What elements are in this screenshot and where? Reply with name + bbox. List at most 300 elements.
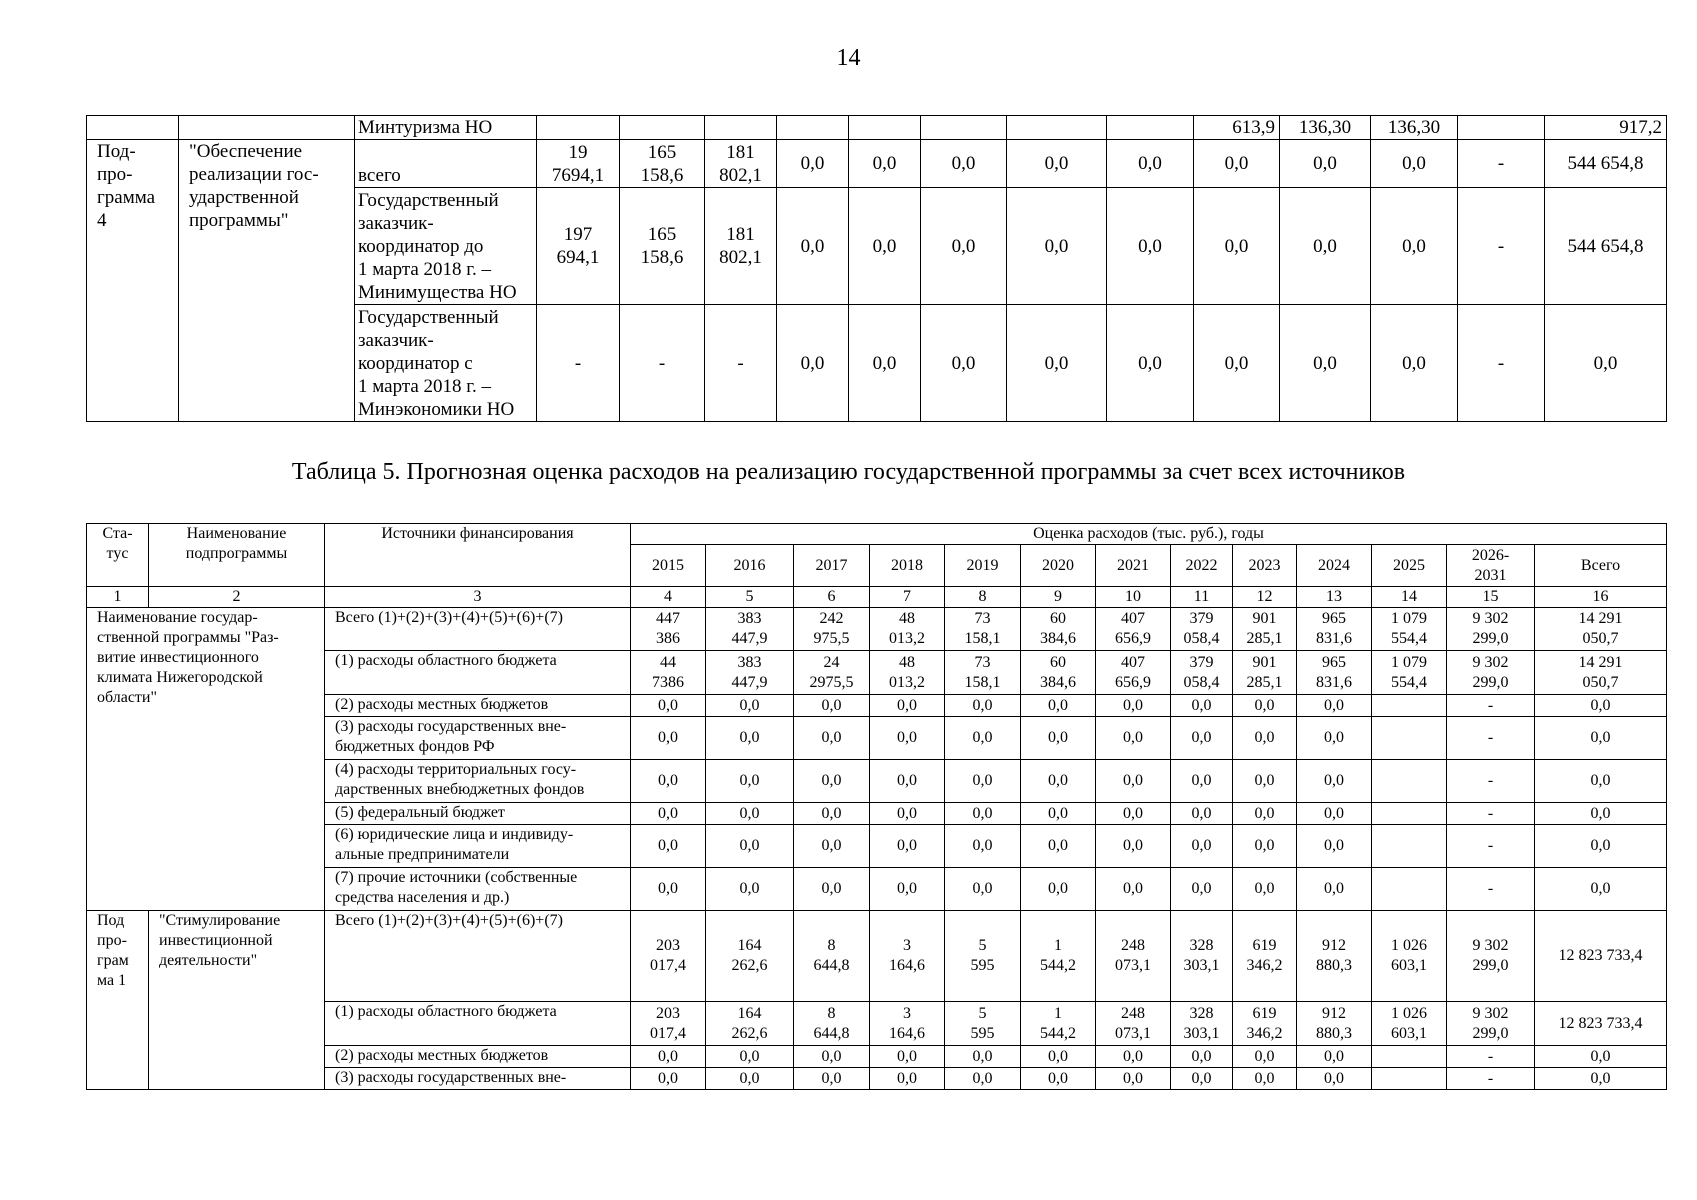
- source-cell: [355, 140, 537, 188]
- text-line: 0,0: [951, 235, 976, 257]
- text-line: Государственный: [358, 189, 499, 211]
- text-line: 164: [737, 937, 762, 954]
- value-cell: [1297, 803, 1372, 825]
- text-line: 0,0: [1191, 880, 1212, 897]
- text-line: 912: [1322, 1004, 1346, 1022]
- value-cell: [870, 695, 945, 717]
- value-cell: [1171, 1002, 1233, 1046]
- text-line: 0,0: [1590, 804, 1611, 822]
- text-line: (7) прочие источники (собственные: [335, 869, 578, 886]
- text-line: 0,0: [1048, 729, 1068, 746]
- text-line: 0,0: [739, 1047, 760, 1065]
- value-cell: [945, 1046, 1021, 1068]
- value-cell: [1447, 803, 1535, 825]
- text-line: 328: [1189, 1004, 1214, 1022]
- text-line: 3: [903, 1004, 911, 1022]
- value-cell: [631, 1002, 706, 1046]
- text-line: 975,5: [813, 630, 850, 647]
- value-cell: [1171, 911, 1233, 1002]
- text-line: 0,0: [1123, 1069, 1143, 1087]
- value-cell: [794, 717, 870, 760]
- text-line: 0,0: [1048, 804, 1068, 822]
- text-line: 0,0: [1138, 352, 1162, 374]
- source-cell: [325, 803, 631, 825]
- value-cell: [1021, 803, 1096, 825]
- text-line: 0,0: [1048, 772, 1068, 789]
- text-line: 050,7: [1582, 673, 1619, 691]
- text-line: 0,0: [1191, 837, 1212, 854]
- text-line: 158,1: [964, 630, 1001, 647]
- text-line: 0,0: [1224, 352, 1249, 374]
- value-cell: [945, 695, 1021, 717]
- value-cell: [1535, 911, 1667, 1002]
- text-line: (5) федеральный бюджет: [335, 804, 505, 821]
- value-cell: [1107, 188, 1194, 305]
- value-cell: [945, 760, 1021, 803]
- subprogram-name-cell: [149, 911, 325, 1090]
- text-line: 384,6: [1040, 630, 1076, 647]
- value-cell: [945, 803, 1021, 825]
- value-cell: [1021, 825, 1096, 868]
- text-line: 1: [1054, 937, 1062, 954]
- text-line: 0,0: [1123, 880, 1143, 897]
- value-cell: 136,30: [1280, 116, 1371, 140]
- program-name-cell: [87, 608, 325, 911]
- text-line: заказчик-: [358, 212, 434, 234]
- value-cell: [1171, 651, 1233, 695]
- text-line: 603,1: [1391, 957, 1427, 974]
- value-cell: [1171, 1046, 1233, 1068]
- value-cell: [1372, 695, 1447, 717]
- text-line: 0,0: [821, 729, 842, 746]
- value-cell: [1372, 651, 1447, 695]
- value-cell: [1297, 911, 1372, 1002]
- text-line: 0,0: [739, 1069, 760, 1087]
- value-cell: [870, 1002, 945, 1046]
- table-row: [87, 140, 1667, 188]
- value-cell: [1297, 1002, 1372, 1046]
- text-line: 299,0: [1472, 630, 1509, 647]
- text-line: про-: [97, 932, 127, 949]
- table-5-caption: Таблица 5. Прогнозная оценка расходов на реализацию государственной программы за счет всех источников: [291, 459, 1406, 485]
- column-number-cell: 10: [1096, 587, 1171, 608]
- value-cell: [1096, 868, 1171, 911]
- text-line: 1 026: [1391, 937, 1427, 954]
- text-line: 384,6: [1040, 673, 1076, 691]
- value-cell: [537, 305, 620, 422]
- column-number-cell: 14: [1372, 587, 1447, 608]
- value-cell: [1447, 760, 1535, 803]
- text-line: заказчик-: [358, 329, 434, 351]
- text-line: 0,0: [1324, 1069, 1344, 1087]
- text-line: координатор с: [358, 352, 473, 374]
- value-cell: [1096, 825, 1171, 868]
- value-cell: 613,9: [1194, 116, 1280, 140]
- text-line: 544 654,8: [1567, 153, 1644, 174]
- text-line: 0,0: [821, 804, 842, 822]
- value-cell: [1458, 188, 1545, 305]
- value-cell: [1107, 305, 1194, 422]
- text-line: 058,4: [1183, 630, 1220, 647]
- value-cell: [794, 803, 870, 825]
- column-number-cell: 2: [149, 587, 325, 608]
- value-cell: [1297, 608, 1372, 651]
- value-cell: [1545, 188, 1667, 305]
- text-line: 9 302: [1472, 653, 1509, 671]
- text-line: 2031: [1474, 566, 1507, 584]
- text-line: 656,9: [1115, 673, 1151, 691]
- column-number-cell: 16: [1535, 587, 1667, 608]
- text-line: 0,0: [951, 153, 976, 174]
- text-line: 0,0: [1593, 352, 1618, 374]
- value-cell: [921, 116, 1007, 140]
- text-line: 0,0: [658, 729, 678, 746]
- text-line: 0,0: [972, 1047, 993, 1065]
- value-cell: [945, 868, 1021, 911]
- value-cell: [1535, 1046, 1667, 1068]
- text-line: 831,6: [1316, 673, 1352, 691]
- source-cell: [325, 695, 631, 717]
- column-number-cell: 7: [870, 587, 945, 608]
- value-cell: [1535, 695, 1667, 717]
- header-year-cell: [631, 545, 706, 587]
- text-line: (4) расходы территориальных госу-: [335, 761, 577, 778]
- text-line: 0,0: [1224, 153, 1249, 174]
- text-line: 0,0: [1191, 729, 1212, 746]
- column-number-cell: 9: [1021, 587, 1096, 608]
- value-cell: [706, 1046, 794, 1068]
- text-line: 203: [656, 937, 680, 954]
- text-line: 407: [1121, 610, 1145, 627]
- text-line: -: [1487, 837, 1494, 854]
- value-cell: [945, 651, 1021, 695]
- value-cell: [706, 1068, 794, 1090]
- text-line: 0,0: [658, 880, 678, 897]
- text-line: 379: [1189, 653, 1214, 671]
- text-line: 0,0: [658, 1047, 678, 1065]
- text-line: 407: [1121, 653, 1145, 671]
- text-line: 48: [899, 610, 915, 627]
- value-cell: [921, 305, 1007, 422]
- value-cell: [777, 116, 849, 140]
- value-cell: [1372, 803, 1447, 825]
- value-cell: [945, 911, 1021, 1002]
- value-cell: [1233, 1002, 1297, 1046]
- value-cell: [794, 868, 870, 911]
- text-line: 0,0: [897, 804, 917, 822]
- value-cell: [706, 868, 794, 911]
- value-cell: [706, 608, 794, 651]
- text-line: 0,0: [1048, 696, 1068, 714]
- text-line: -: [737, 352, 744, 374]
- text-line: координатор до: [358, 235, 484, 257]
- value-cell: [1372, 825, 1447, 868]
- text-line: 164,6: [889, 957, 925, 974]
- text-line: 0,0: [872, 153, 897, 174]
- text-line: 073,1: [1115, 957, 1151, 974]
- text-line: 0,0: [1313, 352, 1337, 374]
- value-cell: [1021, 868, 1096, 911]
- text-line: 164,6: [889, 1024, 925, 1042]
- value-cell: [1171, 1068, 1233, 1090]
- text-line: (3) расходы государственных вне-: [335, 1069, 567, 1086]
- value-cell: [1280, 188, 1371, 305]
- value-cell: [794, 760, 870, 803]
- text-line: 017,4: [650, 957, 686, 974]
- text-line: 9 302: [1472, 1004, 1509, 1022]
- value-cell: [631, 695, 706, 717]
- value-cell: [1096, 695, 1171, 717]
- text-line: (1) расходы областного бюджета: [335, 652, 557, 669]
- value-cell: [620, 188, 705, 305]
- text-line: 0,0: [658, 804, 678, 822]
- text-line: 0,0: [897, 696, 917, 714]
- value-cell: [706, 651, 794, 695]
- value-cell: [1297, 760, 1372, 803]
- text-line: 12 823 733,4: [1558, 1014, 1643, 1032]
- value-cell: [1096, 760, 1171, 803]
- text-line: 0,0: [821, 696, 842, 714]
- text-line: 346,2: [1246, 1024, 1283, 1042]
- text-line: 880,3: [1316, 1024, 1352, 1042]
- value-cell: [631, 868, 706, 911]
- text-line: 0,0: [739, 837, 760, 854]
- text-line: 181: [726, 141, 755, 163]
- text-line: 447,9: [731, 673, 768, 691]
- value-cell: [1297, 825, 1372, 868]
- text-line: Всего (1)+(2)+(3)+(4)+(5)+(6)+(7): [335, 609, 563, 626]
- text-line: 0,0: [800, 352, 825, 374]
- value-cell: [1096, 651, 1171, 695]
- text-line: -: [1487, 772, 1494, 789]
- text-line: 0,0: [972, 729, 993, 746]
- value-cell: [1171, 760, 1233, 803]
- value-cell: [1535, 1002, 1667, 1046]
- text-line: 9 302: [1472, 610, 1509, 627]
- value-cell: [1447, 1046, 1535, 1068]
- text-line: 603,1: [1391, 1024, 1427, 1042]
- value-cell: [620, 116, 705, 140]
- text-line: 181: [726, 224, 755, 245]
- value-cell: [1447, 868, 1535, 911]
- value-cell: [706, 695, 794, 717]
- value-cell: [870, 825, 945, 868]
- text-line: 1 079: [1391, 610, 1427, 627]
- source-cell: [325, 760, 631, 803]
- text-line: Под: [97, 912, 125, 929]
- text-line: 595: [970, 1024, 995, 1042]
- text-line: 0,0: [1590, 837, 1611, 854]
- text-line: 248: [1121, 937, 1145, 954]
- value-cell: [620, 305, 705, 422]
- source-cell: [325, 1046, 631, 1068]
- value-cell: [1280, 305, 1371, 422]
- text-line: 386: [656, 630, 680, 647]
- text-line: 0,0: [1402, 153, 1426, 174]
- text-line: грамма: [97, 187, 156, 208]
- text-line: 3: [903, 937, 911, 954]
- text-line: 0,0: [1123, 837, 1143, 854]
- value-cell: [1297, 868, 1372, 911]
- value-cell: [706, 803, 794, 825]
- text-line: программы": [189, 210, 289, 231]
- source-cell: [325, 1002, 631, 1046]
- value-cell: [705, 116, 777, 140]
- text-line: 544,2: [1040, 957, 1076, 974]
- value-cell: [1535, 760, 1667, 803]
- text-line: деятельности": [159, 952, 258, 969]
- text-line: 60: [1050, 610, 1066, 627]
- text-line: 0,0: [972, 837, 993, 854]
- text-line: 050,7: [1582, 630, 1619, 647]
- value-cell: [849, 116, 921, 140]
- value-cell: [1535, 1068, 1667, 1090]
- value-cell: [1297, 651, 1372, 695]
- value-cell: [537, 188, 620, 305]
- text-line: 0,0: [1254, 804, 1275, 822]
- value-cell: [537, 116, 620, 140]
- value-cell: [1007, 188, 1107, 305]
- text-line: 5: [978, 1004, 987, 1022]
- text-line: 8: [827, 1004, 836, 1022]
- value-cell: [1545, 305, 1667, 422]
- text-line: 0,0: [658, 772, 678, 789]
- header-year-cell: [1233, 545, 1297, 587]
- text-line: 0,0: [1324, 729, 1344, 746]
- subprogram-name-cell: [179, 140, 355, 422]
- value-cell: [631, 1068, 706, 1090]
- value-cell: [1297, 717, 1372, 760]
- value-cell: [945, 1002, 1021, 1046]
- text-line: 0,0: [1191, 1047, 1212, 1065]
- text-line: 2024: [1318, 556, 1350, 574]
- text-line: 0,0: [897, 837, 917, 854]
- value-cell: [1535, 825, 1667, 868]
- text-line: 14 291: [1578, 610, 1623, 627]
- text-line: 60: [1050, 653, 1066, 671]
- text-line: 1 079: [1391, 653, 1427, 671]
- text-line: 242: [819, 610, 844, 627]
- text-line: -: [658, 352, 666, 374]
- text-line: 0,0: [1138, 153, 1162, 174]
- value-cell: [870, 608, 945, 651]
- text-line: 965: [1322, 653, 1346, 671]
- value-cell: [1447, 695, 1535, 717]
- text-line: 299,0: [1472, 673, 1509, 691]
- text-line: 5: [978, 937, 987, 954]
- text-line: 0,0: [1191, 696, 1212, 714]
- text-line: 0,0: [1048, 837, 1068, 854]
- header-year-cell: [1021, 545, 1096, 587]
- source-cell: [355, 188, 537, 305]
- text-line: 2019: [966, 556, 999, 574]
- value-cell: [706, 911, 794, 1002]
- text-line: 197: [563, 224, 593, 245]
- text-line: 0,0: [897, 1069, 917, 1087]
- text-line: 694,1: [556, 247, 600, 268]
- value-cell: [1372, 760, 1447, 803]
- value-cell: [1021, 911, 1096, 1002]
- value-cell: [1297, 1046, 1372, 1068]
- text-line: 0,0: [951, 352, 976, 374]
- value-cell: [1021, 651, 1096, 695]
- source-cell: [355, 305, 537, 422]
- value-cell: [1096, 1046, 1171, 1068]
- subprogram-status-cell: [87, 911, 149, 1090]
- text-line: 19: [568, 141, 588, 163]
- text-line: 544 654,8: [1567, 235, 1644, 257]
- text-line: 0,0: [1044, 153, 1069, 174]
- value-cell: [631, 651, 706, 695]
- text-line: 0,0: [658, 1069, 678, 1087]
- source-cell: [325, 1068, 631, 1090]
- text-line: 0,0: [821, 1047, 842, 1065]
- value-cell: [631, 803, 706, 825]
- text-line: 2025: [1393, 556, 1425, 574]
- text-line: 0,0: [739, 880, 760, 897]
- value-cell: [1194, 140, 1280, 188]
- text-line: 619: [1252, 937, 1277, 954]
- text-line: 0,0: [972, 772, 993, 789]
- text-line: 299,0: [1472, 1024, 1509, 1042]
- column-numbers-row: [87, 587, 1667, 608]
- value-cell: [1107, 140, 1194, 188]
- table-5: [86, 523, 1667, 1090]
- text-line: 7694,1: [551, 164, 605, 186]
- value-cell: [1371, 188, 1458, 305]
- header-year-cell: [1171, 545, 1233, 587]
- value-cell: [777, 140, 849, 188]
- value-cell: [1447, 911, 1535, 1002]
- text-line: Минимущества НО: [358, 281, 517, 303]
- text-line: 0,0: [800, 153, 825, 174]
- value-cell: [1021, 1046, 1096, 1068]
- value-cell: [945, 717, 1021, 760]
- text-line: 12 823 733,4: [1558, 947, 1643, 964]
- source-cell: [325, 608, 631, 651]
- text-line: всего: [358, 165, 401, 186]
- value-cell: [631, 760, 706, 803]
- value-cell: [1233, 1068, 1297, 1090]
- text-line: 0,0: [897, 1047, 917, 1065]
- value-cell: [1021, 608, 1096, 651]
- value-cell: [1021, 717, 1096, 760]
- value-cell: [1372, 911, 1447, 1002]
- text-line: 2020: [1042, 556, 1074, 574]
- text-line: 0,0: [897, 729, 917, 746]
- text-line: 013,2: [889, 673, 925, 691]
- value-cell: [945, 825, 1021, 868]
- value-cell: [849, 140, 921, 188]
- text-line: -: [1487, 729, 1494, 746]
- header-status: [87, 524, 149, 587]
- text-line: 379: [1189, 610, 1214, 627]
- text-line: 802,1: [719, 247, 762, 268]
- header-year-cell: [945, 545, 1021, 587]
- text-line: 0,0: [739, 804, 760, 822]
- text-line: 48: [899, 653, 915, 671]
- subprogram-4-funding-table: [86, 115, 1667, 422]
- header-sources: Источники финансирования: [325, 524, 631, 587]
- text-line: 0,0: [1590, 772, 1611, 789]
- value-cell: 917,2: [1545, 116, 1667, 140]
- text-line: 802,1: [719, 164, 762, 186]
- text-line: 2016: [733, 556, 766, 574]
- value-cell: [1171, 695, 1233, 717]
- text-line: 0,0: [1048, 1047, 1068, 1065]
- text-line: 303,1: [1183, 957, 1220, 974]
- value-cell: [1171, 803, 1233, 825]
